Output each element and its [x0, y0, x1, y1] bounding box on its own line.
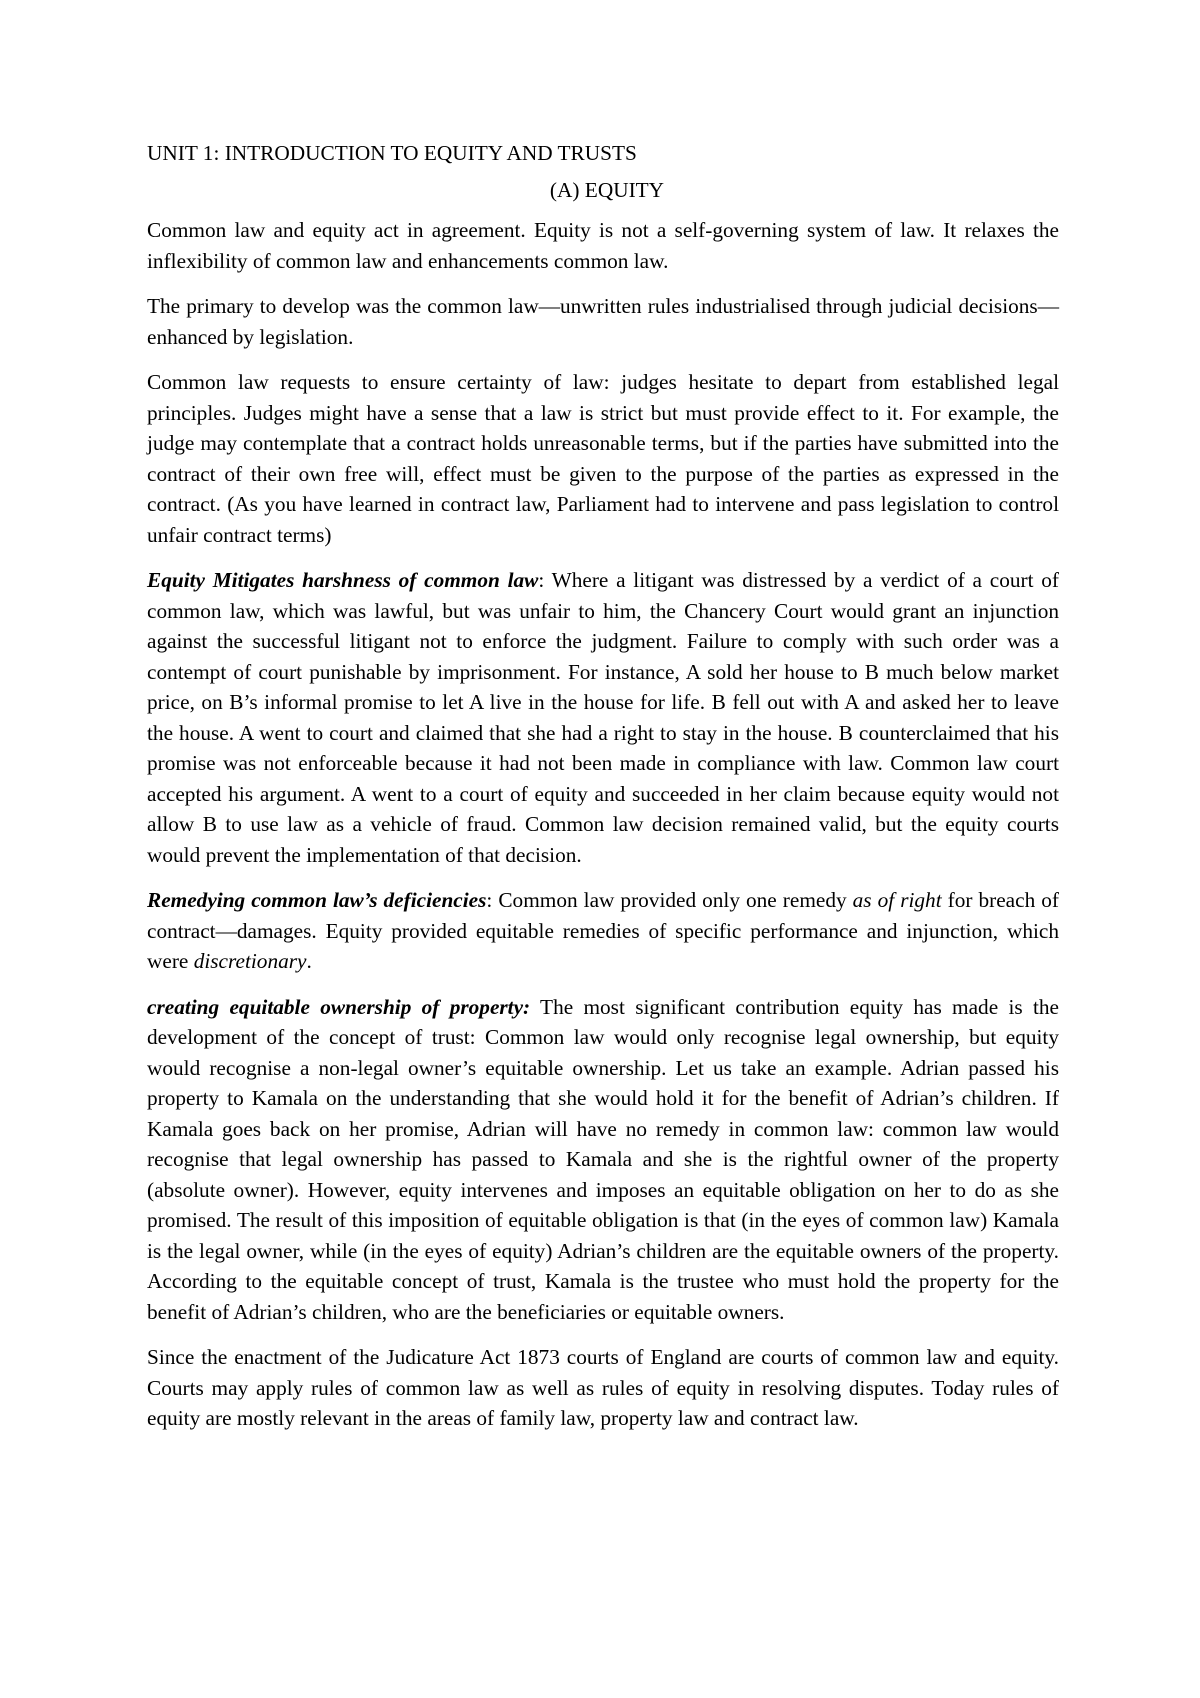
paragraph-lead-heading: Remedying common law’s deficiencies: [147, 888, 487, 912]
paragraph-intro: Common law and equity act in agreement. Equity is not a self-governing system of law. It relaxes the inflexibility of common law and enhancements common law.: [147, 218, 1059, 273]
paragraph-common-law-origin: The primary to develop was the common law—unwritten rules industrialised through judicial decisions—enhanced by legislation.: [147, 294, 1059, 349]
paragraph-equitable-ownership: [147, 992, 1059, 1328]
paragraph-judicature-act: Since the enactment of the Judicature Act 1873 courts of England are courts of common law and equity. Courts may apply rules of common law as well as rules of equity in resolving disputes. Today rules of equity are mostly relevant in the areas of family law, property law and contract law.: [147, 1345, 1059, 1430]
paragraph-body-text: for breach of contract—damages. Equity provided equitable remedies of specific performance and injunction, which were: [147, 888, 1059, 973]
emphasis-text: as of right: [852, 888, 942, 912]
paragraph-lead-heading: creating equitable ownership of property:: [147, 994, 531, 1019]
paragraph-body-text: : Common law provided only one remedy: [486, 888, 853, 912]
paragraph-body-text: .: [306, 949, 312, 973]
paragraph-lead-heading: Equity Mitigates harshness of common law: [147, 568, 539, 592]
emphasis-text: discretionary: [193, 949, 307, 973]
paragraph-certainty-of-law: Common law requests to ensure certainty of law: judges hesitate to depart from established legal principles. Judges might have a sense that a law is strict but must provide effect to it. For example, the judge may contemplate that a contract holds unreasonable terms, but if the parties have submitted into the contract of their own free will, effect must be given to the purpose of the parties as expressed in the contract. (As you have learned in contract law, Parliament had to intervene and pass legislation to control unfair contract terms): [147, 370, 1059, 547]
paragraph-body-text: The most significant contribution equity has made is the development of the concept of trust: Common law would only recognise legal ownership, but equity would recognise a non-legal owner’s equitable ownership. Let us take an example. Adrian passed his property to Kamala on the understanding that she would hold it for the benefit of Adrian’s children. If Kamala goes back on her promise, Adrian will have no remedy in common law: common law would recognise that legal ownership has passed to Kamala and she is the rightful owner of the property (absolute owner). However, equity intervenes and imposes an equitable obligation on her to do as she promised. The result of this imposition of equitable obligation is that (in the eyes of common law) Kamala is the legal owner, while (in the eyes of equity) Adrian’s children are the equitable owners of the property. According to the equitable concept of trust, Kamala is the trustee who must hold the property for the benefit of Adrian’s children, who are the beneficiaries or equitable owners.: [147, 994, 1059, 1324]
paragraph-mitigates-harshness: [147, 565, 1059, 870]
section-heading: (A) EQUITY: [549, 177, 665, 202]
paragraph-remedying-deficiencies: [147, 885, 1059, 977]
document-title: UNIT 1: INTRODUCTION TO EQUITY AND TRUSTS: [147, 141, 637, 165]
paragraph-body-text: : Where a litigant was distressed by a verdict of a court of common law, which was lawful, but was unfair to him, the Chancery Court would grant an injunction against the successful litigant not to enforce the judgment. Failure to comply with such order was a contempt of court punishable by imprisonment. For instance, A sold her house to B much below market price, on B’s informal promise to let A live in the house for life. B fell out with A and asked her to leave the house. A went to court and claimed that she had a right to stay in the house. B counterclaimed that his promise was not enforceable because it had not been made in compliance with law. Common law court accepted his argument. A went to a court of equity and succeeded in her claim because equity would not allow B to use law as a vehicle of fraud. Common law decision remained valid, but the equity courts would prevent the implementation of that decision.: [147, 568, 1059, 867]
document-page: [147, 138, 1059, 1449]
